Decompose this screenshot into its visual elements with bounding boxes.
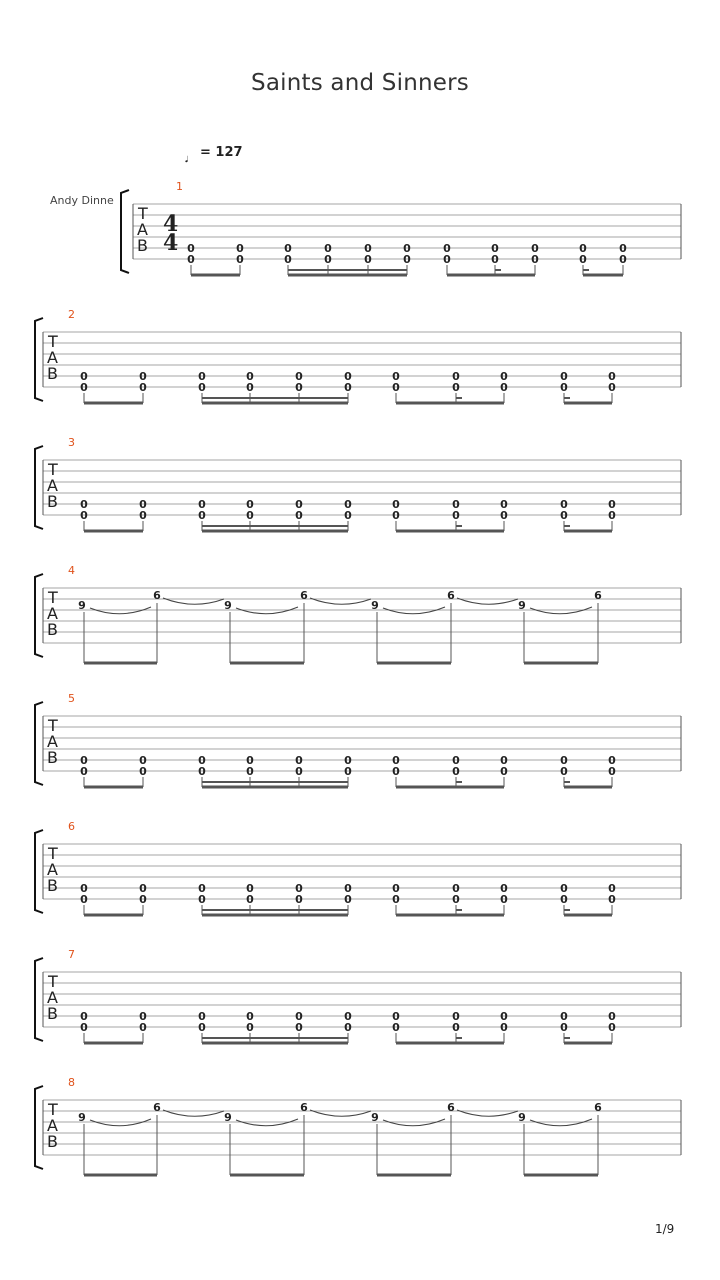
fret-number: 0 [608,893,616,906]
fret-number: 0 [344,509,352,522]
fret-number: 0 [452,381,460,394]
system-bracket [35,958,43,1041]
fret-number: 0 [608,370,616,383]
fret-number: 0 [139,1021,147,1034]
tab-letter-b: B [47,1004,58,1023]
fret-number: 0 [198,1021,206,1034]
fret-number: 0 [246,765,254,778]
fret-number: 0 [295,370,303,383]
fret-number: 0 [80,381,88,394]
fret-number: 0 [364,242,372,255]
fret-number: 0 [295,765,303,778]
fret-number: 0 [531,253,539,266]
fret-number: 0 [246,381,254,394]
system-bracket [35,318,43,401]
fret-number: 9 [371,1111,379,1124]
fret-number: 6 [300,1101,308,1114]
fret-number: 0 [198,370,206,383]
fret-number: 6 [300,589,308,602]
tab-letter-b: B [47,1132,58,1151]
fret-number: 0 [364,253,372,266]
fret-number: 0 [187,253,195,266]
fret-number: 0 [139,381,147,394]
fret-number: 0 [392,893,400,906]
fret-number: 0 [80,765,88,778]
fret-number: 0 [139,370,147,383]
fret-number: 0 [608,754,616,767]
fret-number: 0 [80,1021,88,1034]
fret-number: 9 [224,1111,232,1124]
fret-number: 9 [518,599,526,612]
fret-number: 0 [392,381,400,394]
measure-number: 2 [68,308,75,321]
fret-number: 0 [139,754,147,767]
fret-number: 0 [139,765,147,778]
fret-number: 9 [518,1111,526,1124]
song-title: Saints and Sinners [251,70,469,96]
fret-number: 0 [452,765,460,778]
fret-number: 0 [608,765,616,778]
fret-number: 0 [80,893,88,906]
tab-letter-b: B [47,620,58,639]
fret-number: 0 [619,253,627,266]
fret-number: 0 [139,498,147,511]
measure-number: 7 [68,948,75,961]
fret-number: 0 [619,242,627,255]
fret-number: 6 [594,589,602,602]
fret-number: 0 [608,1021,616,1034]
fret-number: 0 [560,381,568,394]
fret-number: 0 [198,381,206,394]
fret-number: 0 [344,754,352,767]
fret-number: 0 [246,754,254,767]
fret-number: 0 [608,498,616,511]
fret-number: 0 [284,242,292,255]
fret-number: 0 [344,765,352,778]
fret-number: 0 [560,509,568,522]
fret-number: 0 [80,882,88,895]
fret-number: 0 [452,498,460,511]
tab-letter-a: A [47,348,58,367]
fret-number: 0 [392,1021,400,1034]
fret-number: 0 [403,242,411,255]
fret-number: 0 [392,370,400,383]
fret-number: 0 [392,754,400,767]
fret-number: 0 [80,370,88,383]
fret-number: 0 [236,242,244,255]
fret-number: 0 [579,253,587,266]
tempo-value: = 127 [200,145,243,160]
fret-number: 0 [198,1010,206,1023]
fret-number: 0 [295,381,303,394]
fret-number: 0 [403,253,411,266]
tab-letter-b: B [47,492,58,511]
fret-number: 0 [295,509,303,522]
fret-number: 0 [560,498,568,511]
measure-number: 8 [68,1076,75,1089]
system-bracket [35,702,43,785]
system-bracket [35,574,43,657]
measure-number: 5 [68,692,75,705]
fret-number: 0 [608,381,616,394]
measure-number: 4 [68,564,75,577]
fret-number: 9 [224,599,232,612]
fret-number: 0 [295,754,303,767]
fret-number: 0 [284,253,292,266]
fret-number: 0 [246,370,254,383]
fret-number: 0 [80,1010,88,1023]
fret-number: 0 [452,1010,460,1023]
fret-number: 6 [594,1101,602,1114]
tab-letter-t: T [48,460,58,479]
fret-number: 0 [392,498,400,511]
fret-number: 0 [198,882,206,895]
fret-number: 0 [500,498,508,511]
fret-number: 0 [452,754,460,767]
fret-number: 0 [198,765,206,778]
fret-number: 0 [500,509,508,522]
fret-number: 0 [139,509,147,522]
fret-number: 0 [491,242,499,255]
fret-number: 0 [392,1010,400,1023]
tab-letter-b: B [47,364,58,383]
fret-number: 0 [198,498,206,511]
fret-number: 0 [295,1010,303,1023]
fret-number: 0 [246,882,254,895]
fret-number: 0 [139,882,147,895]
fret-number: 0 [344,882,352,895]
measure-number: 6 [68,820,75,833]
fret-number: 0 [392,509,400,522]
fret-number: 0 [443,242,451,255]
fret-number: 0 [187,242,195,255]
instrument-name: Andy Dinne [50,194,114,207]
fret-number: 0 [608,1010,616,1023]
fret-number: 0 [392,765,400,778]
fret-number: 0 [80,498,88,511]
fret-number: 0 [500,1021,508,1034]
fret-number: 0 [452,1021,460,1034]
fret-number: 0 [531,242,539,255]
tab-letter-a: A [47,988,58,1007]
fret-number: 0 [452,882,460,895]
fret-number: 0 [344,1021,352,1034]
fret-number: 0 [560,765,568,778]
fret-number: 0 [560,370,568,383]
fret-number: 0 [452,893,460,906]
tab-letter-t: T [48,972,58,991]
fret-number: 0 [295,498,303,511]
fret-number: 0 [198,893,206,906]
fret-number: 0 [80,754,88,767]
fret-number: 9 [78,1111,86,1124]
fret-number: 0 [198,509,206,522]
fret-number: 6 [447,1101,455,1114]
tab-letter-a: A [47,860,58,879]
time-signature-bottom: 4 [163,230,179,256]
fret-number: 0 [560,1010,568,1023]
fret-number: 6 [153,1101,161,1114]
fret-number: 0 [500,893,508,906]
fret-number: 0 [491,253,499,266]
fret-number: 0 [344,498,352,511]
fret-number: 0 [392,882,400,895]
fret-number: 0 [500,1010,508,1023]
fret-number: 9 [371,599,379,612]
fret-number: 0 [344,1010,352,1023]
tab-letter-t: T [48,844,58,863]
fret-number: 0 [344,893,352,906]
fret-number: 0 [295,893,303,906]
fret-number: 0 [198,754,206,767]
fret-number: 0 [295,1021,303,1034]
fret-number: 0 [139,1010,147,1023]
fret-number: 0 [139,893,147,906]
system-bracket [35,1086,43,1169]
tab-letter-a: A [47,476,58,495]
fret-number: 0 [500,765,508,778]
fret-number: 0 [452,509,460,522]
fret-number: 0 [560,882,568,895]
tab-letter-t: T [48,716,58,735]
measure-number: 1 [176,180,183,193]
measure-number: 3 [68,436,75,449]
tab-letter-a: A [47,604,58,623]
tab-letter-t: T [138,204,148,223]
fret-number: 0 [560,893,568,906]
fret-number: 0 [246,1010,254,1023]
tab-letter-t: T [48,588,58,607]
page-number: 1/9 [655,1222,675,1236]
time-signature-top: 4 [163,211,179,237]
fret-number: 0 [443,253,451,266]
fret-number: 0 [246,1021,254,1034]
fret-number: 0 [344,381,352,394]
tab-letter-t: T [48,332,58,351]
fret-number: 0 [324,242,332,255]
fret-number: 0 [500,381,508,394]
fret-number: 0 [500,882,508,895]
fret-number: 0 [295,882,303,895]
tab-letter-t: T [48,1100,58,1119]
fret-number: 0 [608,882,616,895]
tab-letter-b: B [47,748,58,767]
fret-number: 0 [560,754,568,767]
tab-letter-b: B [47,876,58,895]
fret-number: 0 [246,498,254,511]
fret-number: 0 [500,754,508,767]
fret-number: 6 [153,589,161,602]
fret-number: 0 [344,370,352,383]
fret-number: 0 [236,253,244,266]
tab-letter-a: A [47,1116,58,1135]
tab-letter-a: A [47,732,58,751]
fret-number: 9 [78,599,86,612]
fret-number: 0 [608,509,616,522]
tab-letter-a: A [137,220,148,239]
fret-number: 0 [579,242,587,255]
fret-number: 6 [447,589,455,602]
system-bracket [121,190,129,273]
fret-number: 0 [500,370,508,383]
system-bracket [35,446,43,529]
system-bracket [35,830,43,913]
fret-number: 0 [324,253,332,266]
fret-number: 0 [560,1021,568,1034]
fret-number: 0 [452,370,460,383]
fret-number: 0 [80,509,88,522]
tab-letter-b: B [137,236,148,255]
fret-number: 0 [246,509,254,522]
fret-number: 0 [246,893,254,906]
